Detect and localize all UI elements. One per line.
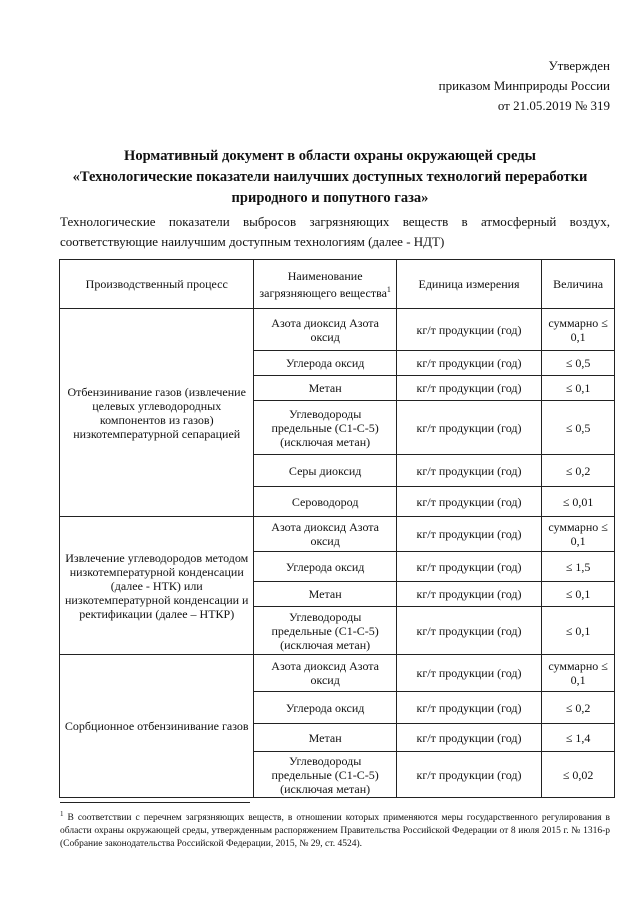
substance-cell: Сероводород <box>254 487 396 517</box>
substance-cell: Углеводороды предельные (С1-С-5) (исключая метан) <box>254 752 396 798</box>
unit-cell: кг/т продукции (год) <box>396 455 541 487</box>
table-header-row <box>60 260 615 309</box>
header-unit: Единица измерения <box>396 260 541 309</box>
value-cell: ≤ 1,5 <box>542 552 615 582</box>
process-cell: Сорбционное отбензинивание газов <box>60 655 254 798</box>
unit-cell: кг/т продукции (год) <box>396 752 541 798</box>
unit-cell: кг/т продукции (год) <box>396 692 541 724</box>
process-cell: Отбензинивание газов (извлечение целевых углеводородных компонентов из газов) низкотемпературной сепарацией <box>60 309 254 517</box>
value-cell: суммарно ≤ 0,1 <box>542 517 615 552</box>
approval-line-1: Утвержден <box>548 58 610 73</box>
footnote-text: В соответствии с перечнем загрязняющих веществ, в отношении которых применяются меры государственного регулирования в области охраны окружающей среды, утвержденным распоряжением Правительства Российской Федерации от 8 июля 2015 г. № 1316-р (Собрание законодательства Российской Федерации, 2015, № 29, ст. 4524). <box>60 813 611 850</box>
emissions-table <box>59 259 615 798</box>
intro-line-1: Технологические показатели выбросов загрязняющих веществ в атмосферный воздух, <box>60 214 610 229</box>
header-process: Производственный процесс <box>60 260 254 309</box>
substance-cell: Азота диоксид Азота оксид <box>254 655 396 692</box>
approval-line-2: приказом Минприроды России <box>438 78 610 93</box>
approval-line-3: от 21.05.2019 № 319 <box>497 98 610 113</box>
unit-cell: кг/т продукции (год) <box>396 607 541 655</box>
value-cell: ≤ 0,1 <box>542 607 615 655</box>
document-title <box>50 146 610 209</box>
substance-cell: Углерода оксид <box>254 692 396 724</box>
table-row <box>60 655 615 692</box>
unit-cell: кг/т продукции (год) <box>396 724 541 752</box>
substance-cell: Метан <box>254 376 396 401</box>
table-row <box>60 517 615 552</box>
footnote-mark: 1 <box>60 810 64 818</box>
unit-cell: кг/т продукции (год) <box>396 401 541 455</box>
footnote <box>60 808 610 851</box>
title-line-3: природного и попутного газа» <box>231 190 429 206</box>
approval-block <box>439 56 610 116</box>
value-cell: ≤ 0,02 <box>542 752 615 798</box>
unit-cell: кг/т продукции (год) <box>396 376 541 401</box>
header-value: Величина <box>542 260 615 309</box>
substance-cell: Углеводороды предельные (С1-С-5) (исключая метан) <box>254 401 396 455</box>
substance-cell: Азота диоксид Азота оксид <box>254 309 396 351</box>
intro-text <box>60 212 610 252</box>
substance-cell: Серы диоксид <box>254 455 396 487</box>
process-cell: Извлечение углеводородов методом низкотемпературной конденсации (далее - НТК) или низкотемпературной конденсации и ректификации (далее – НТКР) <box>60 517 254 655</box>
unit-cell: кг/т продукции (год) <box>396 309 541 351</box>
unit-cell: кг/т продукции (год) <box>396 487 541 517</box>
substance-cell: Азота диоксид Азота оксид <box>254 517 396 552</box>
value-cell: суммарно ≤ 0,1 <box>542 309 615 351</box>
header-substance <box>254 260 396 309</box>
table-row <box>60 309 615 351</box>
value-cell: ≤ 0,5 <box>542 351 615 376</box>
title-line-1: Нормативный документ в области охраны окружающей среды <box>124 148 536 164</box>
substance-cell: Метан <box>254 582 396 607</box>
footnote-divider <box>60 802 250 803</box>
unit-cell: кг/т продукции (год) <box>396 351 541 376</box>
value-cell: ≤ 0,1 <box>542 376 615 401</box>
value-cell: суммарно ≤ 0,1 <box>542 655 615 692</box>
value-cell: ≤ 0,2 <box>542 692 615 724</box>
header-substance-label: Наименование загрязняющего вещества <box>259 268 387 300</box>
footnote-ref: 1 <box>386 284 391 294</box>
substance-cell: Углеводороды предельные (С1-С-5) (исключая метан) <box>254 607 396 655</box>
value-cell: ≤ 0,2 <box>542 455 615 487</box>
substance-cell: Метан <box>254 724 396 752</box>
value-cell: ≤ 1,4 <box>542 724 615 752</box>
value-cell: ≤ 0,1 <box>542 582 615 607</box>
substance-cell: Углерода оксид <box>254 351 396 376</box>
substance-cell: Углерода оксид <box>254 552 396 582</box>
unit-cell: кг/т продукции (год) <box>396 655 541 692</box>
unit-cell: кг/т продукции (год) <box>396 582 541 607</box>
value-cell: ≤ 0,5 <box>542 401 615 455</box>
value-cell: ≤ 0,01 <box>542 487 615 517</box>
unit-cell: кг/т продукции (год) <box>396 552 541 582</box>
intro-line-2: соответствующие наилучшим доступным технологиям (далее - НДТ) <box>60 234 445 249</box>
title-line-2: «Технологические показатели наилучших доступных технологий переработки <box>72 169 588 185</box>
unit-cell: кг/т продукции (год) <box>396 517 541 552</box>
